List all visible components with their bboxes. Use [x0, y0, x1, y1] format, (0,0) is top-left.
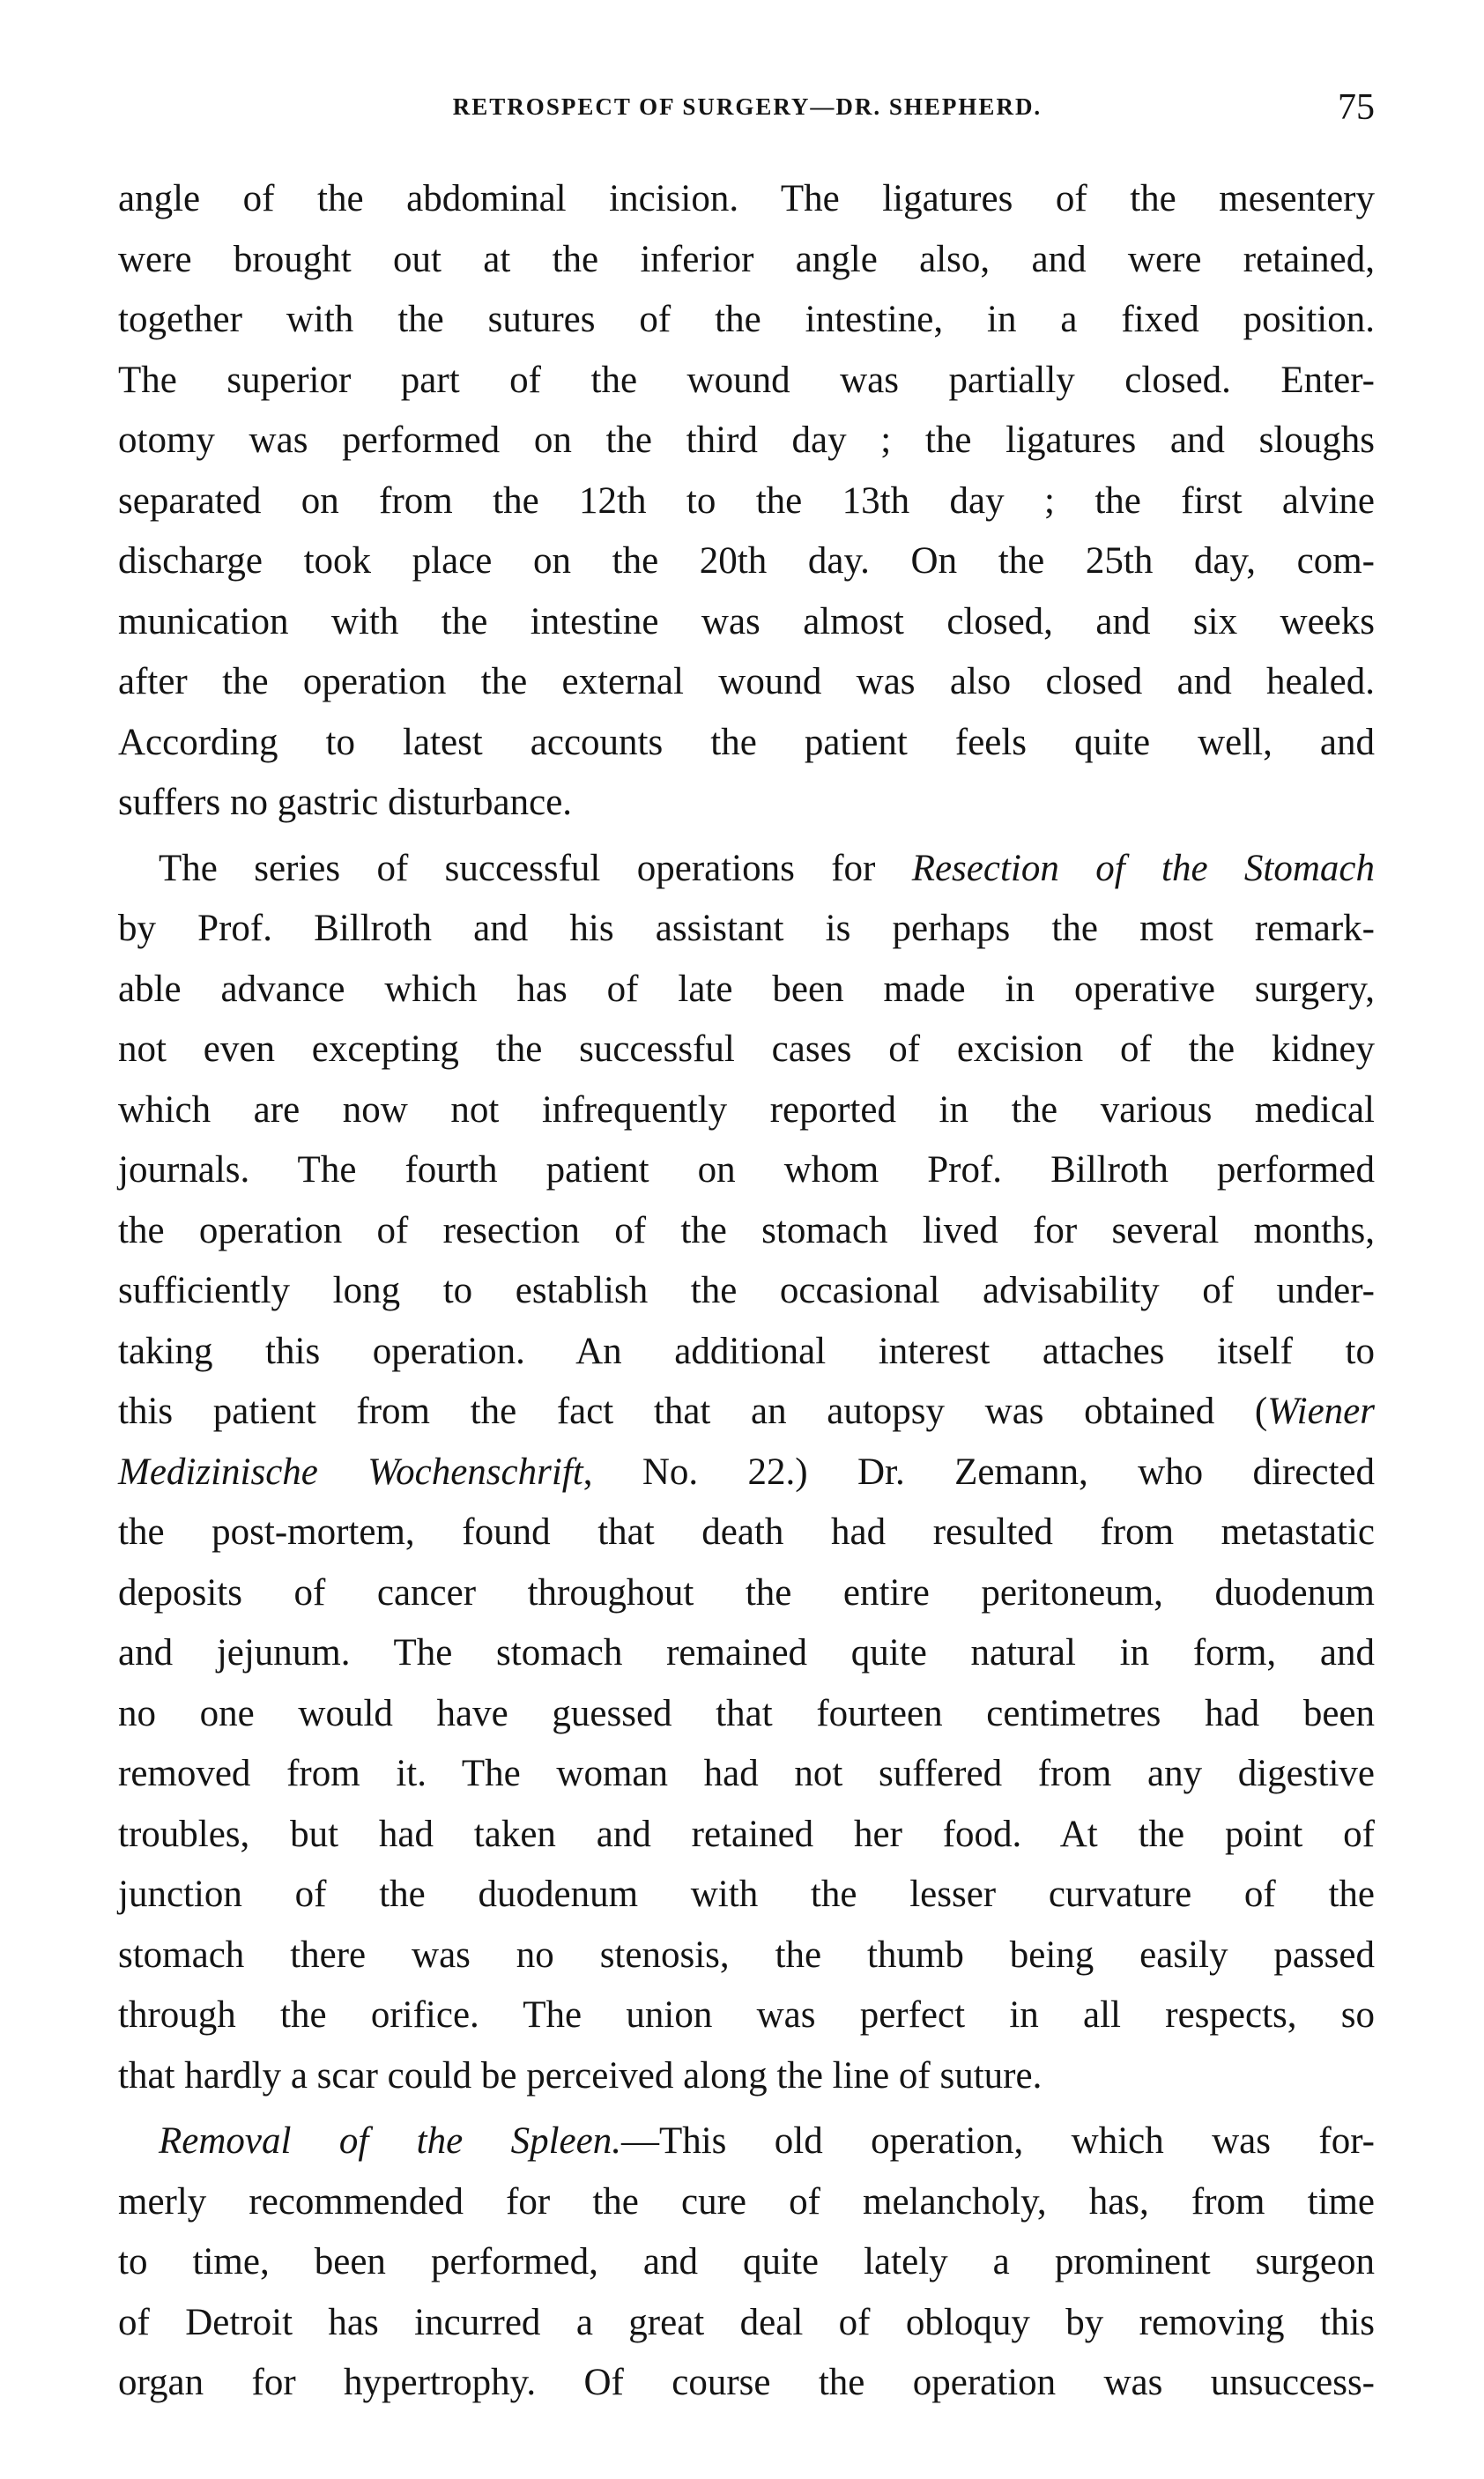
text-line [118, 2112, 1375, 2172]
text-line: journals. The fourth patient on whom Prof. Billroth performed [118, 1149, 1375, 1191]
text-line: troubles, but had taken and retained her food. At the point of [118, 1813, 1375, 1855]
text-line: suffers no gastric disturbance. [118, 782, 573, 823]
text-run: —This old operation, which was for- [620, 2120, 1375, 2162]
text-line: which are now not infrequently reported in the various medical [118, 1088, 1375, 1131]
running-head [120, 86, 1375, 139]
text-line: sufficiently long to establish the occasional advisability of under- [118, 1270, 1375, 1311]
text-line: angle of the abdominal incision. The ligatures of the mesentery [118, 178, 1375, 219]
paragraph-removal-of-spleen [118, 2112, 1375, 2414]
text-line: separated on from the 12th to the 13th day ; the first alvine [118, 479, 1375, 522]
text-line: after the operation the external wound was also closed and healed. [118, 661, 1375, 702]
text-line: removed from it. The woman had not suffered from any digestive [118, 1753, 1375, 1794]
body-text [118, 169, 1375, 2414]
text-line: through the orifice. The union was perfect in all respects, so [118, 1994, 1375, 2036]
text-line: able advance which has of late been made in operative surgery, [118, 968, 1375, 1010]
text-line: taking this operation. An additional interest attaches itself to [118, 1330, 1375, 1372]
text-line [118, 839, 1375, 900]
text-run: The series of successful operations for [159, 847, 912, 889]
text-line: discharge took place on the 20th day. On the 25th day, com- [118, 540, 1375, 582]
text-line: junction of the duodenum with the lesser curvature of the [118, 1874, 1375, 1915]
text-line: According to latest accounts the patient feels quite well, and [118, 721, 1375, 763]
text-line [118, 1443, 1375, 1503]
text-line: of Detroit has incurred a great deal of obloquy by removing this [118, 2301, 1375, 2343]
text-line: together with the sutures of the intestine, in a fixed position. [118, 299, 1375, 340]
text-run: , No. 22.) Dr. Zemann, who directed [582, 1451, 1375, 1493]
text-line: deposits of cancer throughout the entire peritoneum, duodenum [118, 1571, 1375, 1614]
text-line: The superior part of the wound was partially closed. Enter- [118, 359, 1375, 401]
text-line: not even excepting the successful cases of excision of the kidney [118, 1028, 1375, 1070]
text-line: and jejunum. The stomach remained quite natural in form, and [118, 1632, 1375, 1674]
text-line: otomy was performed on the third day ; the ligatures and sloughs [118, 419, 1375, 461]
text-line: merly recommended for the cure of melancholy, has, from time [118, 2180, 1375, 2223]
italic-title: Resection of the Stomach [911, 847, 1375, 889]
text-line: that hardly a scar could be perceived along the line of suture. [118, 2054, 1043, 2097]
text-line: the operation of resection of the stomach lived for several months, [118, 1209, 1375, 1251]
italic-citation: Medizinische Wochenschrift [118, 1451, 583, 1493]
text-line: no one would have guessed that fourteen centimetres had been [118, 1692, 1375, 1734]
paragraph-resection-of-stomach [118, 839, 1375, 2107]
italic-citation: Wiener [1267, 1391, 1375, 1432]
text-line: organ for hypertrophy. Of course the operation was unsuccess- [118, 2362, 1375, 2403]
text-line: stomach there was no stenosis, the thumb being easily passed [118, 1933, 1375, 1976]
text-line [118, 1382, 1375, 1443]
text-line: the post-mortem, found that death had resulted from metastatic [118, 1511, 1375, 1553]
text-line: by Prof. Billroth and his assistant is perhaps the most remark- [118, 908, 1375, 949]
text-line: were brought out at the inferior angle also, and were retained, [118, 238, 1375, 280]
text-line: munication with the intestine was almost closed, and six weeks [118, 600, 1375, 642]
page-number: 75 [1338, 87, 1375, 128]
running-title: RETROSPECT OF SURGERY—DR. SHEPHERD. [452, 93, 1043, 120]
paragraph-continuation [118, 169, 1375, 834]
text-run: this patient from the fact that an autopsy was obtained ( [118, 1391, 1268, 1432]
italic-heading: Removal of the Spleen. [159, 2120, 621, 2162]
text-line: to time, been performed, and quite lately a prominent surgeon [118, 2241, 1375, 2282]
